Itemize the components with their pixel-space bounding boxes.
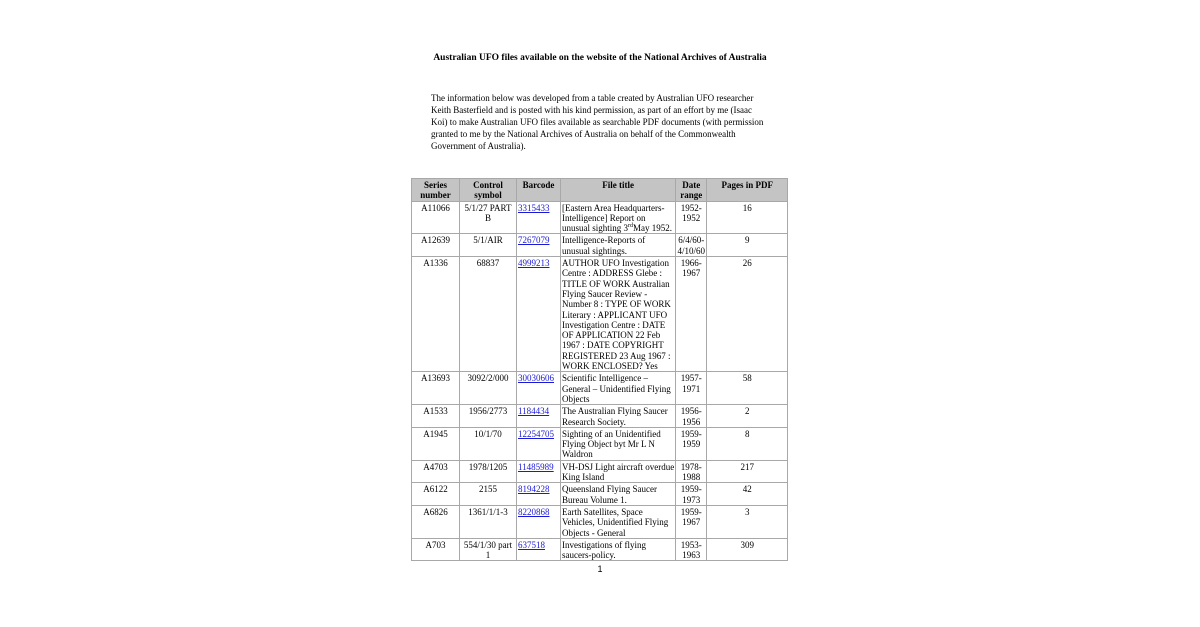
table-row <box>412 257 788 372</box>
barcode-link[interactable]: 11485989 <box>518 461 554 472</box>
barcode-cell <box>517 234 561 257</box>
file-title-line: 1967 : DATE COPYRIGHT <box>562 340 664 351</box>
series-number-cell: A703 <box>412 538 460 561</box>
pages-cell: 2 <box>707 405 788 428</box>
file-title-cell <box>561 505 676 538</box>
file-title-cell <box>561 483 676 506</box>
date-line: 1952 <box>682 212 701 223</box>
date-range-cell <box>676 372 707 405</box>
file-title-line: Bureau Volume 1. <box>562 494 627 505</box>
series-number-cell: A1533 <box>412 405 460 428</box>
date-line: 1966- <box>680 258 702 269</box>
header-date-range <box>676 179 707 202</box>
barcode-cell <box>517 372 561 405</box>
file-title-line: TITLE OF WORK Australian <box>562 278 670 289</box>
file-title-line: Sighting of an Unidentified <box>562 428 661 439</box>
date-line: 6/4/60- <box>678 235 705 246</box>
barcode-link[interactable]: 30030606 <box>518 373 554 384</box>
barcode-cell <box>517 427 561 460</box>
pages-cell: 42 <box>707 483 788 506</box>
barcode-cell <box>517 538 561 561</box>
file-title-cell <box>561 372 676 405</box>
date-line: 1959- <box>680 506 702 517</box>
intro-line: Koi) to make Australian UFO files available as searchable PDF documents (with permission <box>431 117 764 127</box>
control-symbol-cell: 5/1/27 PART B <box>460 201 517 234</box>
file-title-line: Intelligence] Report on <box>562 212 646 223</box>
file-title-line: Flying Saucer Review - <box>562 288 648 299</box>
barcode-link[interactable]: 4999213 <box>518 258 550 269</box>
file-title-cell <box>561 405 676 428</box>
file-title-line <box>562 223 674 233</box>
date-line: 1963 <box>682 550 701 561</box>
pages-cell: 16 <box>707 201 788 234</box>
barcode-cell <box>517 201 561 234</box>
file-title-line: WORK ENCLOSED? Yes <box>562 361 658 372</box>
file-title-line: Centre : ADDRESS Glebe : <box>562 268 662 279</box>
table-row <box>412 460 788 483</box>
header-text: Series <box>424 180 447 190</box>
series-number-cell: A1945 <box>412 427 460 460</box>
file-title-line: Investigations of flying <box>562 539 646 550</box>
date-line: 1973 <box>682 494 701 505</box>
control-symbol-cell: 1956/2773 <box>460 405 517 428</box>
file-title-line: VH-DSJ Light aircraft overdue <box>562 461 675 472</box>
date-range-cell <box>676 538 707 561</box>
table-row <box>412 201 788 234</box>
control-symbol-cell: 554/1/30 part 1 <box>460 538 517 561</box>
barcode-link[interactable]: 12254705 <box>518 428 554 439</box>
file-title-line: General – Unidentified Flying <box>562 383 671 394</box>
file-title-cell <box>561 234 676 257</box>
file-title-line: King Island <box>562 472 605 483</box>
file-title-line: AUTHOR UFO Investigation <box>562 258 669 269</box>
file-title-cell <box>561 460 676 483</box>
barcode-cell <box>517 460 561 483</box>
intro-line: Keith Basterfield and is posted with his kind permission, as part of an effort by me (Isaac <box>431 105 753 115</box>
file-title-line: Vehicles, Unidentified Flying <box>562 517 669 528</box>
table-row <box>412 427 788 460</box>
date-line: 1956 <box>682 416 701 427</box>
control-symbol-cell: 10/1/70 <box>460 427 517 460</box>
barcode-link[interactable]: 8220868 <box>518 506 550 517</box>
file-title-line: Literary : APPLICANT UFO <box>562 309 668 320</box>
intro-paragraph <box>431 92 776 152</box>
page-number: 1 <box>597 564 603 574</box>
header-barcode <box>517 179 561 202</box>
table-row <box>412 483 788 506</box>
date-line: 1959- <box>680 484 702 495</box>
date-line: 4/10/60 <box>677 245 705 256</box>
file-title-cell <box>561 427 676 460</box>
barcode-cell <box>517 257 561 372</box>
file-title-line: [Eastern Area Headquarters- <box>562 202 665 213</box>
file-title-text: May 1952. <box>633 223 673 234</box>
ufo-files-table <box>411 178 788 561</box>
file-title-line: Queensland Flying Saucer <box>562 484 657 495</box>
series-number-cell: A13693 <box>412 372 460 405</box>
control-symbol-cell: 1978/1205 <box>460 460 517 483</box>
date-line: 1971 <box>682 383 701 394</box>
control-symbol-cell: 68837 <box>460 257 517 372</box>
file-title-line: Objects <box>562 393 590 404</box>
file-title-line: Research Society. <box>562 416 626 427</box>
date-range-cell <box>676 427 707 460</box>
control-symbol-cell: 3092/2/000 <box>460 372 517 405</box>
date-range-cell <box>676 257 707 372</box>
file-title-cell <box>561 538 676 561</box>
table-body <box>412 201 788 561</box>
file-title-line: Intelligence-Reports of <box>562 235 646 246</box>
header-text: range <box>680 190 703 201</box>
file-title-line: Objects - General <box>562 527 626 538</box>
intro-line: granted to me by the National Archives of Australia on behalf of the Commonwealth <box>431 129 736 139</box>
header-text: Date <box>682 180 701 190</box>
file-title-line: unusual sightings. <box>562 245 628 256</box>
date-line: 1953- <box>680 539 702 550</box>
barcode-cell <box>517 505 561 538</box>
date-line: 1967 <box>682 268 701 279</box>
date-line: 1957- <box>680 373 702 384</box>
file-title-line: Scientific Intelligence – <box>562 373 648 384</box>
header-text: symbol <box>474 190 502 201</box>
file-title-line: The Australian Flying Saucer <box>562 406 668 417</box>
barcode-cell <box>517 405 561 428</box>
header-file-title <box>561 179 676 202</box>
table-row <box>412 538 788 561</box>
file-title-text: unusual sighting 3 <box>562 223 629 234</box>
table-row <box>412 405 788 428</box>
file-title-line: Flying Object byt Mr L N <box>562 439 655 450</box>
series-number-cell: A11066 <box>412 201 460 234</box>
date-range-cell <box>676 201 707 234</box>
series-number-cell: A1336 <box>412 257 460 372</box>
pages-cell: 9 <box>707 234 788 257</box>
barcode-link[interactable]: 7267079 <box>518 235 550 246</box>
header-control-symbol <box>460 179 517 202</box>
control-symbol-cell: 1361/1/1-3 <box>460 505 517 538</box>
file-title-line: Waldron <box>562 449 593 460</box>
date-line: 1956- <box>680 406 702 417</box>
series-number-cell: A12639 <box>412 234 460 257</box>
header-series-number <box>412 179 460 202</box>
date-line: 1978- <box>680 461 702 472</box>
header-text: File title <box>602 180 634 190</box>
intro-line: Government of Australia). <box>431 141 526 151</box>
pages-cell: 26 <box>707 257 788 372</box>
header-text: Barcode <box>522 180 555 190</box>
barcode-cell <box>517 483 561 506</box>
date-line: 1967 <box>682 517 701 528</box>
barcode-link[interactable]: 3315433 <box>518 202 550 213</box>
header-text: Control <box>473 180 503 190</box>
series-number-cell: A6122 <box>412 483 460 506</box>
file-title-line: Number 8 : TYPE OF WORK <box>562 299 671 310</box>
date-range-cell <box>676 505 707 538</box>
ordinal-superscript: rd <box>628 223 634 230</box>
barcode-link[interactable]: 1184434 <box>518 406 550 417</box>
date-range-cell <box>676 405 707 428</box>
pages-cell: 58 <box>707 372 788 405</box>
pages-cell: 309 <box>707 538 788 561</box>
file-title-cell <box>561 257 676 372</box>
intro-line: The information below was developed from a table created by Australian UFO researcher <box>431 93 754 103</box>
table-row <box>412 234 788 257</box>
file-title-line: Investigation Centre : DATE <box>562 319 666 330</box>
barcode-link[interactable]: 8194228 <box>518 484 550 495</box>
table-row <box>412 505 788 538</box>
series-number-cell: A6826 <box>412 505 460 538</box>
header-text: Pages in PDF <box>721 180 773 190</box>
date-line: 1959- <box>680 428 702 439</box>
file-title-cell <box>561 201 676 234</box>
pages-cell: 8 <box>707 427 788 460</box>
control-symbol-cell: 2155 <box>460 483 517 506</box>
pages-cell: 217 <box>707 460 788 483</box>
file-title-line: OF APPLICATION 22 Feb <box>562 330 661 341</box>
header-pages-in-pdf <box>707 179 788 202</box>
file-title-line: Earth Satellites, Space <box>562 506 643 517</box>
file-title-line: REGISTERED 23 Aug 1967 : <box>562 350 671 361</box>
table-row <box>412 372 788 405</box>
date-range-cell <box>676 460 707 483</box>
pages-cell: 3 <box>707 505 788 538</box>
series-number-cell: A4703 <box>412 460 460 483</box>
date-range-cell <box>676 483 707 506</box>
date-range-cell <box>676 234 707 257</box>
page-title: Australian UFO files available on the website of the National Archives of Australia <box>433 53 767 63</box>
barcode-link[interactable]: 637518 <box>518 539 545 550</box>
control-symbol-cell: 5/1/AIR <box>460 234 517 257</box>
file-title-line: saucers-policy. <box>562 550 616 561</box>
table-header-row <box>412 179 788 202</box>
date-line: 1988 <box>682 472 701 483</box>
date-line: 1959 <box>682 439 701 450</box>
header-text: number <box>420 190 451 201</box>
date-line: 1952- <box>680 202 702 213</box>
